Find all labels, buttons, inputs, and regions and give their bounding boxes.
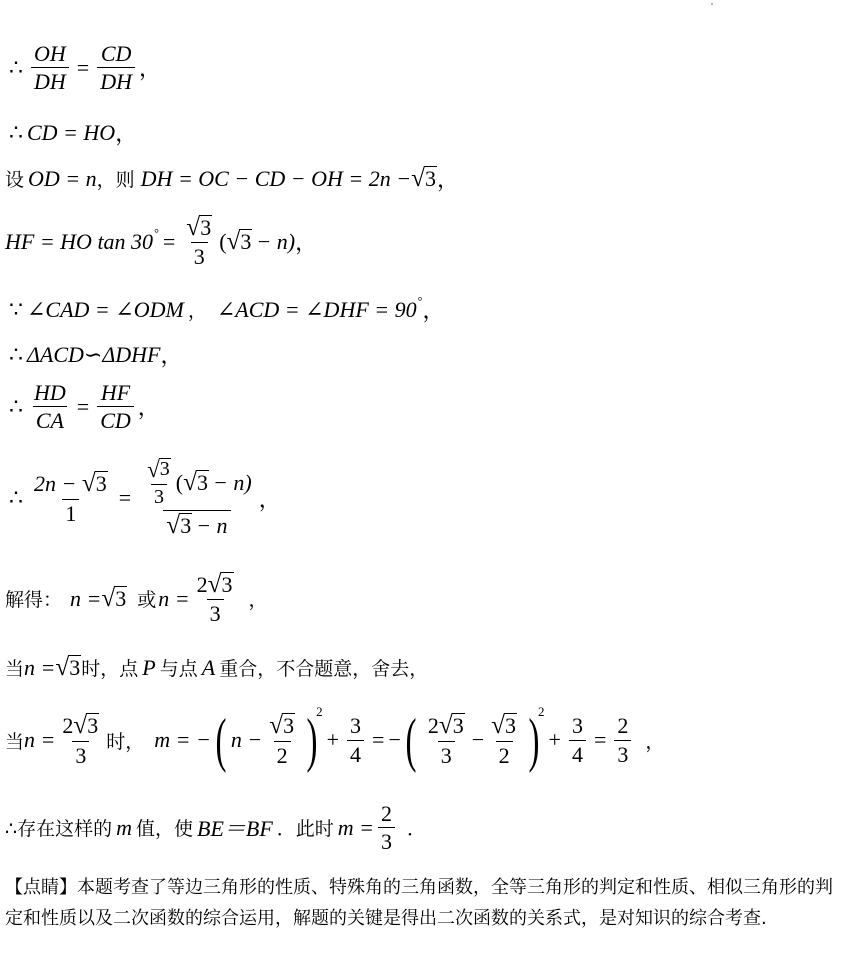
degree: ° bbox=[417, 294, 423, 308]
expression-tail: − n) bbox=[256, 228, 296, 254]
fraction-hf-cd: $\frac{HF}{CD}$ bbox=[97, 381, 134, 432]
degree: ° bbox=[154, 226, 159, 241]
line-set-od bbox=[5, 163, 459, 194]
sqrt-3: √ 3 bbox=[226, 227, 252, 256]
line-conclusion: ∴存在这样的 m 值，使 BE＝BF ．此时 m = $\frac{2}{3}$ ． bbox=[5, 801, 427, 855]
fraction-hd-ca: $\frac{HD}{CA}$ bbox=[34, 380, 66, 434]
equals: = bbox=[76, 393, 90, 419]
therefore-symbol: ∴ bbox=[9, 485, 23, 511]
line-similar bbox=[5, 339, 183, 370]
comma: ， bbox=[138, 56, 161, 82]
paren-close: ) bbox=[306, 707, 318, 773]
line-ratio-oh-dh bbox=[5, 42, 161, 93]
therefore-symbol: ∴ bbox=[9, 54, 23, 80]
separator: ， bbox=[187, 300, 207, 322]
line-equation-n bbox=[5, 458, 281, 538]
sqrt-3: √ 3 bbox=[101, 584, 127, 613]
label-set: 设 bbox=[5, 169, 25, 191]
numerator: CD bbox=[100, 41, 132, 66]
therefore-symbol: ∴ bbox=[9, 393, 23, 419]
line-case-root3: 当 n = √ 3 时，点 P 与点 A 重合，不合题意，舍去， bbox=[5, 652, 429, 681]
comma: ， bbox=[422, 298, 445, 323]
comment-paragraph: 【点睛】本题考查了等边三角形的性质、特殊角的三角函数，全等三角形的判定和性质、相似三角形的判定和性质以及二次函数的综合运用，解题的关键是得出二次函数的关系式，是对知识的综合考查. bbox=[5, 877, 833, 929]
paren-open: ( bbox=[219, 228, 227, 254]
label-when: 当 bbox=[5, 730, 25, 753]
line-cd-eq-ho bbox=[5, 117, 137, 148]
sqrt-3: √ 3 bbox=[411, 163, 436, 192]
similarity-statement: ΔACD∽ΔDHF bbox=[27, 341, 161, 367]
condition: BE＝BF bbox=[197, 816, 273, 842]
sqrt-3: √ 3 bbox=[55, 652, 81, 681]
equals: = bbox=[118, 485, 132, 511]
line-angles bbox=[5, 294, 444, 325]
fraction-2-3: $\frac{2}{3}$ bbox=[378, 802, 395, 853]
label-then: 则 bbox=[115, 169, 135, 191]
because-symbol: ∵ bbox=[9, 296, 23, 322]
fraction-2root3-3: 2 √ 3 3 bbox=[196, 570, 233, 627]
equals: = bbox=[162, 228, 176, 254]
label-or: 或 bbox=[137, 589, 157, 612]
comma: ， bbox=[436, 167, 459, 192]
conclusion-prefix: ∴存在这样的 bbox=[5, 818, 113, 841]
angle-equation-2: ∠ACD = ∠DHF = 90 bbox=[216, 296, 417, 322]
fraction-n-value: 2 √ 3 3 bbox=[62, 711, 99, 768]
stray-dot bbox=[711, 3, 713, 5]
comma: ， bbox=[295, 230, 318, 256]
line-case-2root3: 当 n = 2 √ 3 3 时， m = − ( n − √ 3 2 ) 2 + $\frac{3}{4}$ = − ( 2 √ 3 3 − √ 3 2 ) 2 + $\frac{3}{4}$ = $\frac{2}{3}$ ， bbox=[5, 704, 665, 773]
fraction-left: 2n − √ 3 1 bbox=[34, 469, 107, 526]
comma: ， bbox=[96, 169, 116, 191]
angle-equation-1: ∠CAD = ∠ODM bbox=[27, 296, 184, 322]
line-solutions: 解得： n = √ 3 或 n = 2 √ 3 3 ， bbox=[5, 570, 268, 627]
equation: CD = HO bbox=[27, 119, 116, 145]
comma: ， bbox=[258, 486, 281, 512]
equation-dh: DH = OC − CD − OH = 2n − bbox=[140, 165, 412, 191]
comma: ， bbox=[160, 343, 183, 368]
fraction-cd-dh bbox=[97, 42, 135, 93]
equation-hf: HF = HO tan 30 bbox=[5, 228, 154, 254]
line-ratio-hd-ca bbox=[5, 381, 160, 432]
equation-od: OD = n bbox=[28, 165, 97, 191]
label-solve: 解得： bbox=[5, 589, 63, 612]
comma: ， bbox=[137, 395, 160, 421]
denominator: DH bbox=[31, 67, 69, 93]
equals: = bbox=[76, 54, 90, 80]
line-hf bbox=[5, 215, 317, 268]
fraction-result: $\frac{2}{3}$ bbox=[614, 714, 631, 765]
comma: ， bbox=[115, 121, 138, 146]
label-when: 当 bbox=[5, 658, 25, 680]
comma: ， bbox=[248, 589, 268, 612]
exponent: 2 bbox=[316, 704, 323, 719]
paren-open: ( bbox=[215, 707, 227, 773]
fraction-right: √ 3 3 ( √ 3 − n) √ 3 − n bbox=[147, 457, 252, 539]
therefore-symbol: ∴ bbox=[9, 341, 23, 367]
therefore-symbol: ∴ bbox=[9, 119, 23, 145]
fraction-oh-dh bbox=[31, 42, 69, 93]
numerator: OH bbox=[34, 41, 66, 66]
denominator: DH bbox=[97, 67, 135, 93]
fraction-root3-3: √ 3 3 bbox=[186, 213, 212, 270]
